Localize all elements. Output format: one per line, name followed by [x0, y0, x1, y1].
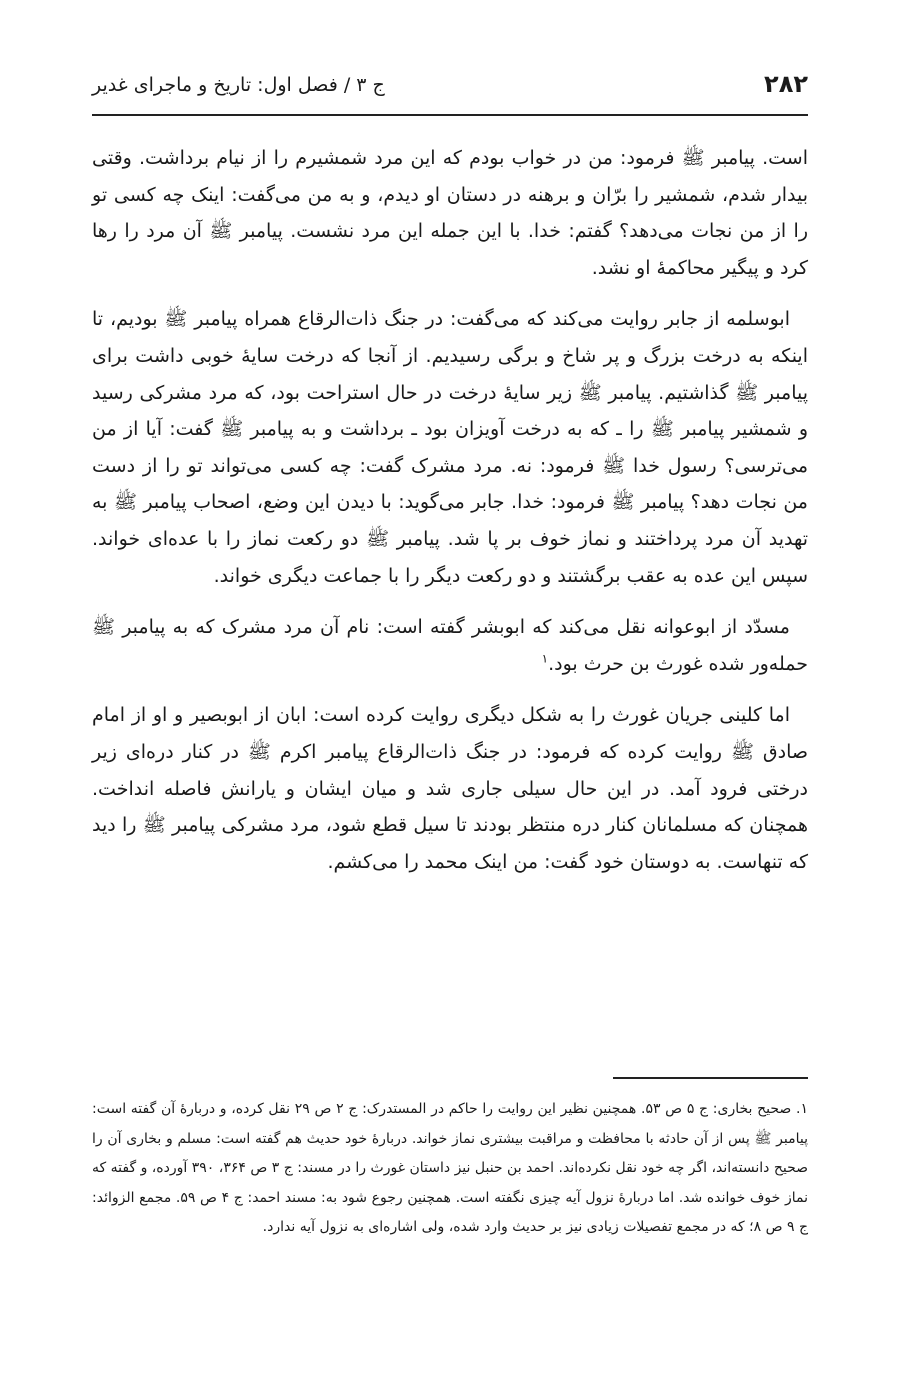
- main-text: [92, 140, 808, 895]
- footnote-reference[interactable]: ۱: [541, 651, 549, 666]
- paragraph-3: [92, 609, 808, 682]
- paragraph-2: ابوسلمه از جابر روایت می‌کند که می‌گفت: در جنگ ذات‌الرقاع همراه پیامبر ﷺ بودیم، تا اینکه به درخت بزرگ و پر شاخ و برگی رسیدیم. از آنجا که درخت سایهٔ خوبی داشت برای پیامبر ﷺ گذاشتیم. پیامبر ﷺ زیر سایهٔ درخت در حال استراحت بود، که مرد مشرکی رسید و شمشیر پیامبر ﷺ را ـ که به درخت آویزان بود ـ برداشت و به پیامبر ﷺ گفت: آیا از من می‌ترسی؟ رسول خدا ﷺ فرمود: نه. مرد مشرک گفت: چه کسی می‌تواند تو را از دست من نجات دهد؟ پیامبر ﷺ فرمود: خدا. جابر می‌گوید: با دیدن این وضع، اصحاب پیامبر ﷺ به تهدید آن مرد پرداختند و نماز خوف بر پا شد. پیامبر ﷺ دو رکعت نماز را با عده‌ای خواند. سپس این عده به عقب برگشتند و دو رکعت دیگر را با جماعت دیگری خواند.: [92, 308, 808, 587]
- paragraph-1: است. پیامبر ﷺ فرمود: من در خواب بودم که این مرد شمشیرم را از نیام برداشت. وقتی بیدار شدم، شمشیر را برّان و برهنه در دستان او دیدم، و به من می‌گفت: اینک چه کسی تو را از من نجات می‌دهد؟ گفتم: خدا. با این جمله این مرد نشست. پیامبر ﷺ آن مرد را رها کرد و پیگیر محاکمهٔ او نشد.: [92, 147, 808, 279]
- running-title: ج ۳ / فصل اول: تاریخ و ماجرای غدیر: [92, 74, 385, 96]
- footnote-1: ۱. صحیح بخاری: ج ۵ ص ۵۳. همچنین نظیر این روایت را حاکم در المستدرک: ج ۲ ص ۲۹ نقل کرده، و دربارهٔ آن گفته است: پیامبر ﷺ پس از آن حادثه با محافظت و مراقبت بیشتری نماز خواند. دربارهٔ خود حدیث هم گفته است: مسلم و بخاری آن را صحیح دانسته‌اند، اگر چه خود نقل نکرده‌اند. احمد بن حنبل نیز داستان غورث را در مسند: ج ۳ ص ۳۶۴، ۳۹۰ آورده، و گفته که نماز خوف خوانده شد. اما دربارهٔ نزول آیه چیزی نگفته است. همچنین رجوع شود به: مسند احمد: ج ۴ ص ۵۹. مجمع الزوائد: ج ۹ ص ۸؛ که در مجمع تفصیلات زیادی نیز بر حدیث وارد شده، ولی اشاره‌ای به نزول آیه ندارد.: [92, 1101, 809, 1235]
- paragraph-3-text: مسدّد از ابوعوانه نقل می‌کند که ابوبشر گفته است: نام آن مرد مشرک که به پیامبر ﷺ حمله‌ور شده غورث بن حرث بود.: [92, 616, 808, 675]
- footnotes: [92, 1095, 808, 1243]
- page-header: [92, 62, 808, 116]
- footnote-divider: [613, 1077, 808, 1079]
- paragraph-4: اما کلینی جریان غورث را به شکل دیگری روایت کرده است: ابان از ابوبصیر و او از امام صادق ﷺ روایت کرده که فرمود: در جنگ ذات‌الرقاع پیامبر اکرم ﷺ در کنار دره‌ای زیر درختی فرود آمد. در این حال سیلی جاری شد و میان ایشان و یارانش فاصله انداخت. همچنان که مسلمانان کنار دره منتظر بودند تا سیل قطع شود، مرد مشرکی پیامبر ﷺ را دید که تنهاست. به دوستان خود گفت: من اینک محمد را می‌کشم.: [92, 704, 808, 873]
- page-number: ۲۸۲: [764, 70, 808, 98]
